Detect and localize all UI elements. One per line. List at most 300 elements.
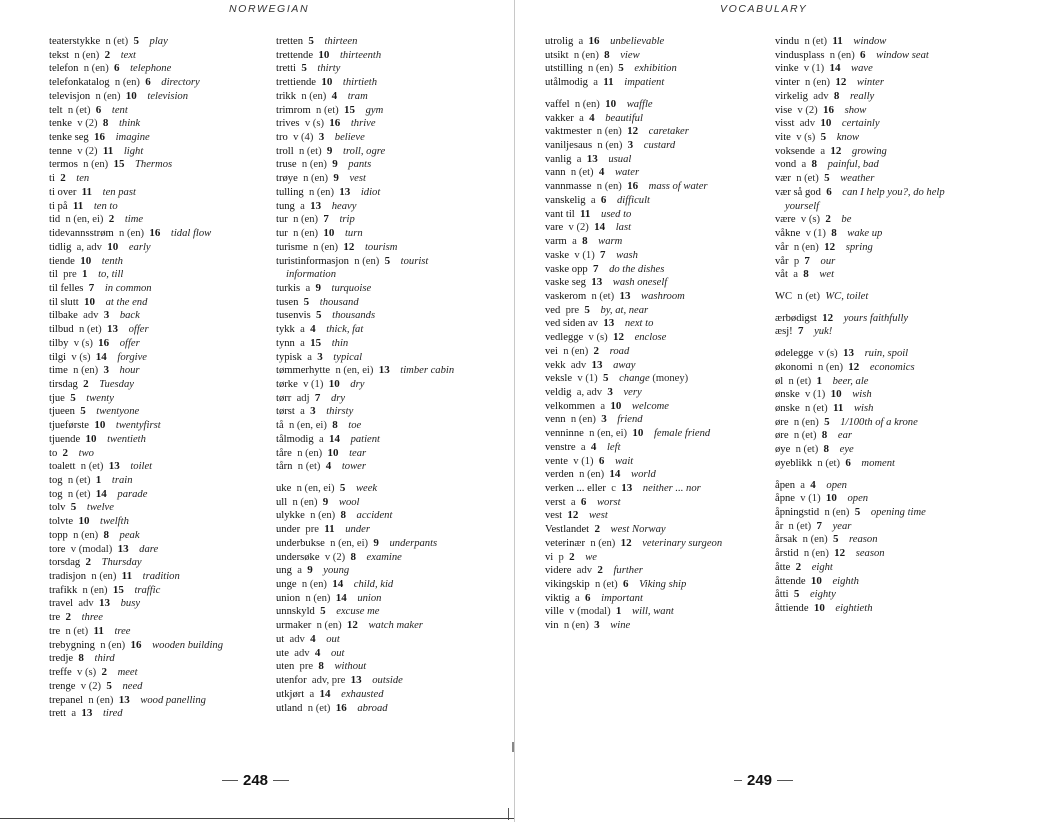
entry-translation: open: [847, 493, 869, 505]
entry-grammar: n (en): [829, 49, 855, 61]
vocab-entry: [545, 331, 722, 345]
entry-headword: tynn: [276, 337, 295, 349]
entry-translation: thirsty: [326, 406, 354, 418]
entry-headword: vaske: [545, 249, 570, 261]
entry-translation: heavy: [331, 200, 357, 212]
vocab-entry: [276, 35, 454, 49]
entry-lesson-number: 8: [811, 158, 817, 171]
entry-headword: tilbake: [49, 310, 78, 322]
entry-lesson-number: 8: [821, 429, 828, 442]
entry-grammar: v (s): [71, 351, 91, 363]
entry-lesson-number: 9: [307, 564, 313, 577]
vocab-entry: [545, 386, 722, 400]
entry-translation: back: [119, 310, 140, 322]
entry-lesson-number: 4: [325, 460, 332, 473]
entry-translation: can I help you?, do help: [842, 186, 945, 198]
entry-headword: vindusplass: [775, 49, 825, 61]
entry-lesson-number: 13: [378, 364, 390, 377]
entry-translation: twentyfirst: [115, 420, 161, 432]
entry-headword: tilbud: [49, 324, 74, 336]
entry-translation: veterinary surgeon: [642, 537, 723, 549]
vocab-entry: [276, 90, 454, 104]
entry-lesson-number: 16: [822, 103, 834, 116]
entry-lesson-number: 14: [332, 578, 344, 591]
entry-grammar: n (en): [301, 579, 327, 591]
vocab-entry: [775, 457, 945, 471]
entry-grammar: n (en, ei): [65, 214, 104, 226]
entry-grammar: pre: [63, 269, 77, 281]
entry-headword: vente: [545, 455, 568, 467]
entry-headword: varm: [545, 236, 567, 248]
entry-translation: Viking ship: [639, 579, 687, 591]
entry-grammar: n (en): [95, 90, 121, 102]
vocab-entry: [775, 213, 945, 227]
entry-translation: dry: [330, 392, 346, 404]
entry-grammar: n (en): [597, 140, 623, 152]
entry-translation: typical: [333, 351, 363, 363]
vocab-entry: [49, 309, 223, 323]
entry-translation: directory: [161, 77, 200, 89]
entry-headword: utstilling: [545, 63, 583, 75]
vocab-entry: [545, 249, 722, 263]
entry-lesson-number: 12: [343, 240, 355, 253]
entry-lesson-number: 13: [339, 185, 351, 198]
entry-translation: eight: [811, 561, 833, 573]
entry-lesson-number: 10: [84, 295, 96, 308]
entry-headword: unge: [276, 579, 297, 591]
entry-headword: vanlig: [545, 153, 572, 165]
entry-translation: wooden building: [152, 639, 224, 651]
vocab-entry: [276, 378, 454, 392]
entry-grammar: v (s): [818, 348, 838, 360]
vocab-entry: [49, 556, 223, 570]
vocab-entry: [49, 62, 223, 76]
vocab-entry: [545, 468, 722, 482]
entry-headword: ved siden av: [545, 318, 598, 330]
vocab-entry: [775, 429, 945, 443]
entry-headword: tolvte: [49, 516, 74, 528]
entry-lesson-number: 3: [310, 405, 316, 418]
vocab-entry: [49, 172, 223, 186]
vocab-entry: [545, 427, 722, 441]
entry-lesson-number: 5: [854, 506, 861, 518]
entry-translation: washroom: [641, 290, 685, 302]
vocab-entry: [49, 694, 223, 708]
entry-lesson-number: 12: [835, 76, 847, 89]
entry-lesson-number: 3: [318, 131, 325, 144]
entry-translation: year: [832, 520, 852, 532]
entry-lesson-number: 11: [102, 144, 114, 157]
entry-grammar: v (2): [77, 118, 98, 130]
entry-headword: tjueen: [49, 406, 75, 418]
entry-translation: custard: [643, 140, 676, 152]
entry-lesson-number: 5: [584, 303, 590, 316]
entry-translation: under: [345, 524, 370, 536]
vocab-entry: [49, 666, 223, 680]
entry-translation: at the end: [105, 296, 148, 308]
entry-lesson-number: 6: [585, 591, 591, 604]
entry-headword: vaske opp: [545, 263, 588, 275]
entry-lesson-number: 6: [622, 578, 629, 591]
entry-headword: økonomi: [775, 361, 813, 373]
entry-headword: øl: [775, 375, 784, 387]
entry-translation: play: [149, 36, 168, 47]
entry-translation: wet: [819, 269, 835, 281]
vocab-entry: [775, 76, 945, 90]
vocab-entry: [49, 145, 223, 159]
entry-translation: ten: [76, 173, 90, 185]
entry-headword: vær så god: [775, 186, 821, 198]
vocab-entry: [276, 619, 454, 633]
vocab-entry: [545, 592, 722, 606]
entry-lesson-number: 7: [592, 262, 599, 275]
vocab-entry: [545, 413, 722, 427]
entry-headword: vite: [775, 132, 791, 144]
vocab-entry: [545, 496, 722, 510]
entry-lesson-number: 13: [117, 542, 129, 555]
entry-translation: open: [826, 479, 847, 491]
entry-translation: third: [94, 653, 115, 665]
entry-lesson-number: 2: [101, 666, 107, 679]
entry-headword: verden: [545, 469, 574, 481]
entry-translation: gym: [365, 104, 384, 116]
entry-lesson-number: 6: [598, 454, 605, 467]
vocab-entry: [775, 35, 945, 49]
entry-lesson-number: 13: [106, 323, 118, 336]
right-page-header: VOCABULARY: [720, 3, 808, 15]
entry-lesson-number: 11: [603, 76, 614, 89]
entry-headword: ull: [276, 496, 288, 508]
entry-translation: union: [357, 592, 382, 604]
entry-translation: weather: [840, 173, 875, 185]
entry-translation: yuk!: [814, 326, 833, 338]
entry-grammar: v (1): [803, 63, 825, 75]
vocab-entry: [276, 172, 454, 186]
vocab-entry: [49, 282, 223, 296]
entry-lesson-number: 10: [632, 427, 644, 440]
entry-lesson-number: 8: [340, 509, 346, 522]
vocab-entry: [545, 537, 722, 551]
entry-grammar: n (et): [788, 375, 812, 387]
entry-lesson-number: 5: [106, 679, 112, 692]
vocab-entry: [49, 639, 223, 653]
vocab-entry: [276, 145, 454, 159]
entry-headword: trenge: [49, 680, 76, 692]
entry-lesson-number: 9: [315, 281, 321, 294]
entry-grammar: n (en): [596, 181, 622, 193]
entry-translation: world: [631, 469, 656, 481]
vocab-entry: [775, 561, 945, 575]
entry-translation: beer, ale: [832, 375, 869, 387]
entry-headword: vei: [545, 345, 558, 357]
entry-lesson-number: 7: [816, 519, 822, 532]
vocab-entry: [775, 268, 945, 282]
vocab-entry: [276, 186, 454, 200]
entry-grammar: a: [300, 406, 305, 418]
entry-grammar: n (et): [298, 145, 322, 157]
entry-headword: virkelig: [775, 90, 808, 102]
entry-headword: vinter: [775, 77, 800, 89]
entry-lesson-number: 10: [327, 446, 339, 459]
entry-headword: ti på: [49, 200, 68, 212]
entry-lesson-number: 3: [607, 385, 613, 398]
vocab-entry: [49, 597, 223, 611]
entry-headword: tørr: [276, 392, 292, 404]
vocab-entry: [775, 158, 945, 172]
entry-grammar: n (et): [805, 402, 828, 414]
entry-grammar: n (et): [65, 625, 89, 637]
entry-lesson-number: 7: [323, 213, 329, 226]
entry-lesson-number: 3: [317, 350, 323, 363]
vocab-entry: [545, 304, 722, 318]
vocab-entry: [49, 392, 223, 406]
entry-headword: vindu: [775, 36, 800, 47]
entry-lesson-number: 14: [609, 468, 621, 481]
entry-lesson-number: 4: [331, 89, 338, 102]
entry-headword: ti over: [49, 186, 77, 198]
entry-headword: velkommen: [545, 400, 596, 412]
entry-headword: øre: [775, 416, 789, 428]
entry-grammar: n (et): [297, 461, 321, 473]
entry-translation: tower: [341, 461, 366, 473]
entry-headword: typisk: [276, 351, 302, 363]
entry-grammar: a: [820, 145, 826, 157]
vocab-entry: [276, 282, 454, 296]
entry-translation: window seat: [876, 49, 929, 61]
entry-grammar: n (en): [301, 159, 327, 171]
entry-translation: wish: [852, 389, 872, 401]
entry-grammar: n (en, ei): [335, 365, 374, 377]
entry-lesson-number: 10: [820, 117, 832, 130]
entry-translation: to, till: [98, 269, 124, 281]
entry-translation: text: [120, 49, 136, 61]
entry-lesson-number: 10: [80, 254, 92, 267]
entry-lesson-number: 9: [326, 144, 333, 157]
entry-lesson-number: 5: [316, 309, 322, 322]
entry-headword: ville: [545, 606, 564, 618]
entry-headword: veterinær: [545, 537, 586, 549]
entry-translation: troll, ogre: [343, 145, 386, 157]
entry-lesson-number: 15: [112, 583, 124, 596]
entry-translation: exhausted: [341, 688, 384, 700]
entry-headword: topp: [49, 529, 68, 541]
vocab-entry: [775, 312, 945, 326]
entry-translation: wait: [614, 455, 634, 467]
entry-lesson-number: 9: [332, 158, 338, 171]
vocab-entry: [276, 482, 454, 496]
entry-headword: tretten: [276, 36, 304, 47]
vocab-entry: [49, 652, 223, 666]
entry-translation: turn: [344, 228, 363, 240]
entry-headword: telefon: [49, 63, 79, 75]
entry-translation: trip: [339, 214, 355, 226]
entry-lesson-number: 4: [590, 440, 597, 453]
entry-grammar: a: [297, 565, 302, 577]
entry-headword: tørke: [276, 378, 298, 390]
vocab-entry: [276, 605, 454, 619]
entry-headword: vanskelig: [545, 194, 586, 206]
entry-grammar: n (en): [73, 529, 99, 541]
entry-grammar: n (et): [595, 579, 618, 591]
entry-translation: need: [122, 680, 143, 692]
entry-translation: ruin, spoil: [864, 348, 909, 360]
entry-translation: Thursday: [101, 557, 142, 569]
entry-grammar: v (2): [797, 104, 818, 116]
entry-translation: young: [323, 565, 350, 577]
entry-lesson-number: 5: [70, 391, 76, 404]
entry-lesson-number: 8: [831, 227, 837, 240]
entry-lesson-number: 2: [594, 523, 600, 536]
entry-headword: utkjørt: [276, 688, 305, 700]
entry-translation: thirteen: [324, 36, 358, 47]
entry-lesson-number: 2: [593, 344, 600, 357]
entry-grammar: v (modal): [569, 606, 611, 618]
entry-headword: verken ... eller: [545, 483, 606, 494]
entry-headword: til: [49, 269, 58, 281]
entry-headword: veldig: [545, 386, 572, 398]
entry-headword: venn: [545, 414, 566, 426]
entry-translation: train: [111, 475, 133, 486]
entry-grammar: n (et): [316, 104, 339, 116]
left-page-number-text: 248: [243, 772, 269, 789]
folio-dash: [222, 780, 238, 781]
entry-lesson-number: 4: [589, 111, 595, 124]
vocab-entry: [775, 547, 945, 561]
vocab-entry: [49, 378, 223, 392]
entry-headword: tog: [49, 488, 63, 500]
entry-lesson-number: 6: [580, 495, 587, 508]
entry-translation: reason: [849, 534, 878, 546]
vocab-entry: [276, 633, 454, 647]
entry-grammar: v (s): [304, 118, 324, 130]
entry-headword: turkis: [276, 282, 301, 294]
vocab-entry: [49, 707, 223, 721]
entry-grammar: n (et): [67, 488, 91, 500]
entry-grammar: n (en): [303, 173, 329, 185]
entry-translation: toe: [348, 420, 362, 432]
vocab-entry: [49, 76, 223, 90]
entry-lesson-number: 10: [825, 492, 837, 505]
entry-translation: caretaker: [648, 126, 689, 138]
entry-grammar: v (s): [73, 337, 93, 349]
entry-lesson-number: 2: [597, 564, 603, 577]
entry-translation: friend: [617, 414, 643, 426]
entry-grammar: a: [300, 200, 305, 212]
entry-headword: torsdag: [49, 557, 81, 569]
entry-lesson-number: 9: [322, 495, 329, 508]
entry-grammar: n (en): [573, 49, 599, 61]
vocab-entry: [276, 674, 454, 688]
entry-lesson-number: 5: [384, 254, 391, 267]
vocab-entry: [49, 515, 223, 529]
entry-translation: mass of water: [648, 181, 708, 193]
entry-grammar: v (s): [800, 214, 821, 226]
vocab-entry: [276, 419, 454, 433]
vocab-entry: [775, 186, 945, 200]
vocab-entry: [775, 402, 945, 416]
vocab-entry: [775, 49, 945, 63]
entry-lesson-number: 5: [618, 62, 624, 75]
entry-lesson-number: 1: [615, 605, 622, 618]
entry-lesson-number: 3: [627, 139, 634, 152]
entry-grammar: n (en): [354, 255, 380, 267]
vocab-entry: [545, 166, 722, 180]
entry-translation: show: [844, 104, 867, 116]
entry-lesson-number: 11: [324, 523, 335, 536]
entry-headword: trett: [49, 708, 67, 720]
entry-headword: tørst: [276, 406, 295, 418]
entry-headword: travel: [49, 598, 74, 610]
entry-headword: tusenvis: [276, 310, 311, 322]
entry-translation: spring: [845, 241, 873, 253]
vocab-entry: [276, 104, 454, 118]
entry-translation: ten past: [102, 186, 136, 198]
entry-lesson-number: 10: [94, 419, 106, 432]
entry-translation: west Norway: [610, 524, 666, 536]
entry-headword: utrolig: [545, 36, 574, 47]
entry-headword: veksle: [545, 373, 573, 385]
vocab-entry: [545, 551, 722, 565]
entry-translation: do the dishes: [609, 263, 665, 275]
entry-headword: ødelegge: [775, 348, 814, 360]
entry-translation: change: [619, 373, 650, 385]
vocab-entry: [276, 496, 454, 510]
vocab-entry: [276, 337, 454, 351]
entry-lesson-number: 11: [121, 570, 133, 583]
entry-translation: winter: [856, 77, 884, 89]
entry-grammar: n (et): [788, 520, 812, 532]
entry-translation: tourism: [364, 241, 398, 253]
entry-translation: wine: [610, 620, 631, 632]
entry-translation: offer: [119, 337, 140, 349]
folio-dash: [734, 780, 742, 781]
entry-grammar: a: [570, 496, 576, 508]
entry-headword: utland: [276, 702, 303, 714]
entry-headword: øre: [775, 430, 789, 442]
entry-grammar: adv: [570, 359, 587, 371]
entry-lesson-number: 12: [834, 547, 846, 560]
entry-grammar: v (modal): [70, 543, 113, 555]
entry-translation: week: [355, 483, 378, 494]
vocab-entry: [276, 76, 454, 90]
vocab-entry: [775, 506, 945, 520]
entry-headword: vant til: [545, 208, 575, 220]
entry-translation: tradition: [142, 571, 180, 583]
entry-headword: tenke seg: [49, 132, 89, 144]
vocab-entry: [775, 375, 945, 389]
entry-lesson-number: 5: [308, 35, 314, 47]
entry-grammar: n (et): [797, 290, 821, 302]
entry-headword: vare: [545, 222, 564, 234]
entry-headword: til slutt: [49, 296, 79, 308]
vocab-entry: [545, 76, 722, 90]
vocab-entry: [775, 131, 945, 145]
entry-lesson-number: 5: [303, 295, 310, 308]
vocab-entry: [276, 364, 454, 378]
entry-grammar: v (1): [303, 378, 324, 390]
entry-grammar: n (en): [74, 49, 100, 61]
entry-lesson-number: 1: [816, 374, 822, 387]
entry-grammar: n (en): [563, 345, 589, 357]
entry-headword: tretti: [276, 63, 297, 75]
entry-lesson-number: 12: [612, 331, 624, 344]
vocab-entry: [276, 578, 454, 592]
entry-headword: vise: [775, 104, 793, 116]
entry-lesson-number: 4: [310, 323, 316, 336]
entry-grammar: n (en): [88, 694, 114, 706]
vocab-entry: [775, 62, 945, 76]
entry-headword: tårn: [276, 461, 293, 473]
